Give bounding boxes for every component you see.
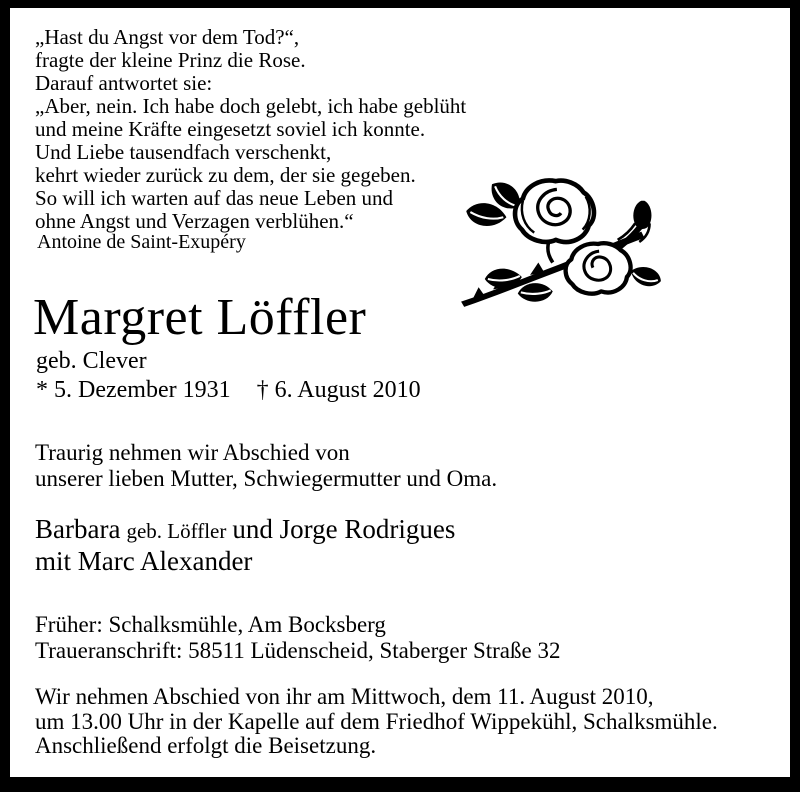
quote-line-3: Darauf antwortet sie: — [35, 71, 213, 95]
former-address-line: Früher: Schalksmühle, Am Bocksberg — [35, 612, 386, 637]
funeral-info-block — [35, 685, 718, 759]
funeral-info-line-2: um 13.00 Uhr in der Kapelle auf dem Friedhof Wippekühl, Schalksmühle. — [35, 708, 718, 734]
farewell-intro-line-2: unserer lieben Mutter, Schwiegermutter und Oma. — [35, 466, 498, 491]
mourner-name: und Jorge Rodrigues — [232, 514, 456, 544]
quote-line-8: So will ich warten auf das neue Leben und — [35, 186, 394, 210]
farewell-intro-line-1: Traurig nehmen wir Abschied von — [35, 440, 350, 465]
funeral-info-line-3: Anschließend erfolgt die Beisetzung. — [35, 733, 377, 758]
birth-date: * 5. Dezember 1931 — [36, 377, 231, 403]
quote-line-2: fragte der kleine Prinz die Rose. — [35, 48, 306, 72]
obituary-notice — [10, 8, 790, 777]
address-block — [35, 612, 560, 663]
quote-line-6: Und Liebe tausendfach verschenkt, — [35, 140, 332, 164]
mourner-maiden-name: geb. Löffler — [126, 519, 227, 543]
farewell-intro — [35, 440, 497, 492]
maiden-name: geb. Clever — [36, 348, 147, 374]
quote-block — [35, 26, 466, 233]
deceased-name: Margret Löffler — [33, 289, 367, 346]
quote-line-5: und meine Kräfte eingesetzt soviel ich konnte. — [35, 117, 426, 141]
quote-line-4: „Aber, nein. Ich habe doch gelebt, ich habe geblüht — [35, 94, 467, 118]
condolence-address-line: Traueranschrift: 58511 Lüdenscheid, Staberger Straße 32 — [35, 637, 561, 663]
quote-line-7: kehrt wieder zurück zu dem, der sie gegeben. — [35, 163, 416, 187]
mourners-line-2: mit Marc Alexander — [35, 546, 253, 576]
roses-artwork — [458, 176, 664, 312]
roses-icon — [458, 176, 664, 312]
quote-line-1: „Hast du Angst vor dem Tod?“, — [35, 25, 300, 49]
quote-attribution: Antoine de Saint-Exupéry — [37, 231, 246, 253]
mourner-name: Barbara — [35, 514, 121, 544]
death-date: † 6. August 2010 — [256, 377, 421, 403]
funeral-info-line-1: Wir nehmen Abschied von ihr am Mittwoch, dem 11. August 2010, — [35, 684, 654, 709]
mourners-line-1 — [35, 514, 455, 546]
quote-line-9: ohne Angst und Verzagen verblühen.“ — [35, 209, 354, 233]
life-dates — [36, 377, 421, 403]
mourners-block — [35, 514, 455, 576]
